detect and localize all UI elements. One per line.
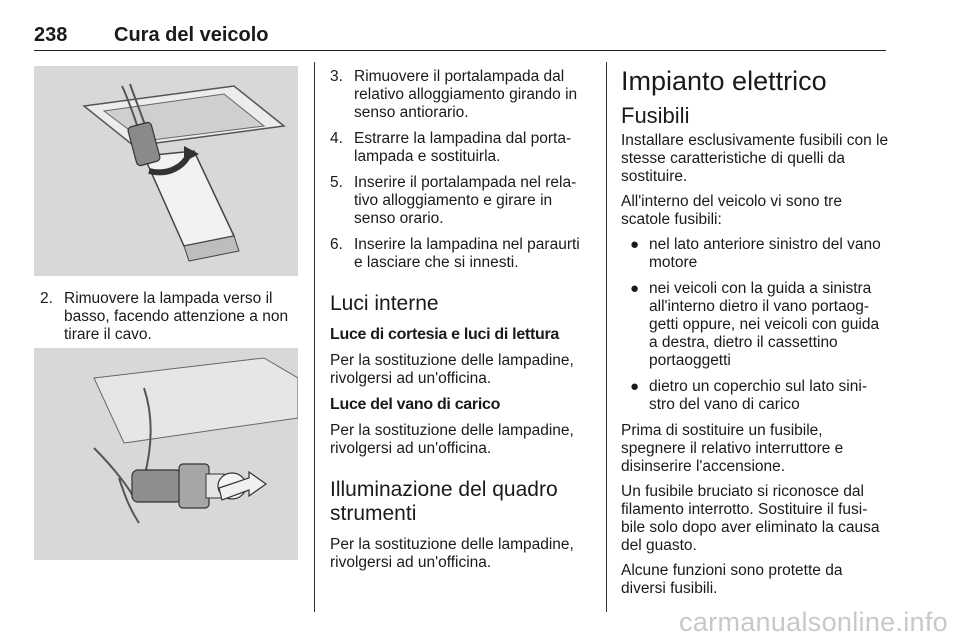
fusibili-p3: Prima di sostituire un fusibile, spegnere il relativo interruttore e disinserire l'accensione.: [621, 422, 844, 475]
step-3-number: 3.: [330, 68, 343, 85]
step-2-text: Rimuovere la lampada verso il basso, facendo attenzione a non tirare il cavo.: [64, 290, 289, 343]
step-6-text: Inserire la lampadina nel paraurti e lasciare che si innesti.: [354, 236, 580, 271]
column-divider-left: [314, 62, 315, 612]
bullet-text: nel lato anteriore sinistro del vano motore: [649, 236, 881, 271]
watermark: carmanualsonline.info: [679, 607, 948, 637]
cortesia-heading: Luce di cortesia e luci di lettura: [330, 326, 559, 343]
bullet-icon: ●: [630, 280, 640, 297]
bulb-holder-illustration: [34, 348, 298, 560]
bullet-text: nei veicoli con la guida a sinistra all'interno dietro il vano portaog-getti oppure, nei veicoli con guida a destra, dietro il cassettino portaoggetti: [649, 280, 880, 369]
page-title: Cura del veicolo: [114, 24, 269, 46]
step-3-text: Rimuovere il portalampada dal relativo alloggiamento girando in senso antiorario.: [354, 68, 578, 121]
fusibili-p5: Alcune funzioni sono protette da diversi fusibili.: [621, 562, 843, 597]
bullet-text: dietro un coperchio sul lato sini-stro del vano di carico: [649, 378, 867, 413]
quadro-strumenti-text: Per la sostituzione delle lampadine, rivolgersi ad un'officina.: [330, 536, 574, 571]
page-header: [34, 0, 886, 51]
cortesia-text: Per la sostituzione delle lampadine, rivolgersi ad un'officina.: [330, 352, 574, 387]
step-3: [330, 68, 592, 122]
bullet-icon: ●: [630, 236, 640, 253]
page-number: 238: [34, 24, 68, 46]
step-4-text: Estrarre la lampadina dal porta-lampada e sostituirla.: [354, 130, 572, 165]
lamp-removal-illustration: [34, 66, 298, 276]
fusibili-heading: Fusibili: [621, 103, 690, 128]
quadro-strumenti-heading: Illuminazione del quadro strumenti: [330, 478, 558, 525]
list-item: [621, 280, 891, 370]
step-6: [330, 236, 592, 272]
step-6-number: 6.: [330, 236, 343, 253]
step-4: [330, 130, 592, 166]
step-2: [40, 290, 298, 344]
vano-carico-text: Per la sostituzione delle lampadine, rivolgersi ad un'officina.: [330, 422, 574, 457]
luci-interne-heading: Luci interne: [330, 292, 439, 315]
step-5-number: 5.: [330, 174, 343, 191]
vano-carico-heading: Luce del vano di carico: [330, 396, 501, 413]
impianto-elettrico-heading: Impianto elettrico: [621, 66, 827, 96]
step-5-text: Inserire il portalampada nel rela-tivo alloggiamento e girare in senso orario.: [354, 174, 577, 227]
fusibili-p2: All'interno del veicolo vi sono tre scatole fusibili:: [621, 193, 842, 228]
step-5: [330, 174, 592, 228]
list-item: [621, 236, 891, 272]
fusibili-p1: Installare esclusivamente fusibili con le stesse caratteristiche di quelli da sostituire.: [621, 132, 889, 185]
list-item: [621, 378, 891, 414]
fusibili-p4: Un fusibile bruciato si riconosce dal filamento interrotto. Sostituire il fusi-bile solo dopo aver eliminato la causa del guasto.: [621, 483, 880, 554]
bullet-icon: ●: [630, 378, 640, 395]
column-divider-right: [606, 62, 607, 612]
step-4-number: 4.: [330, 130, 343, 147]
step-2-number: 2.: [40, 290, 53, 307]
